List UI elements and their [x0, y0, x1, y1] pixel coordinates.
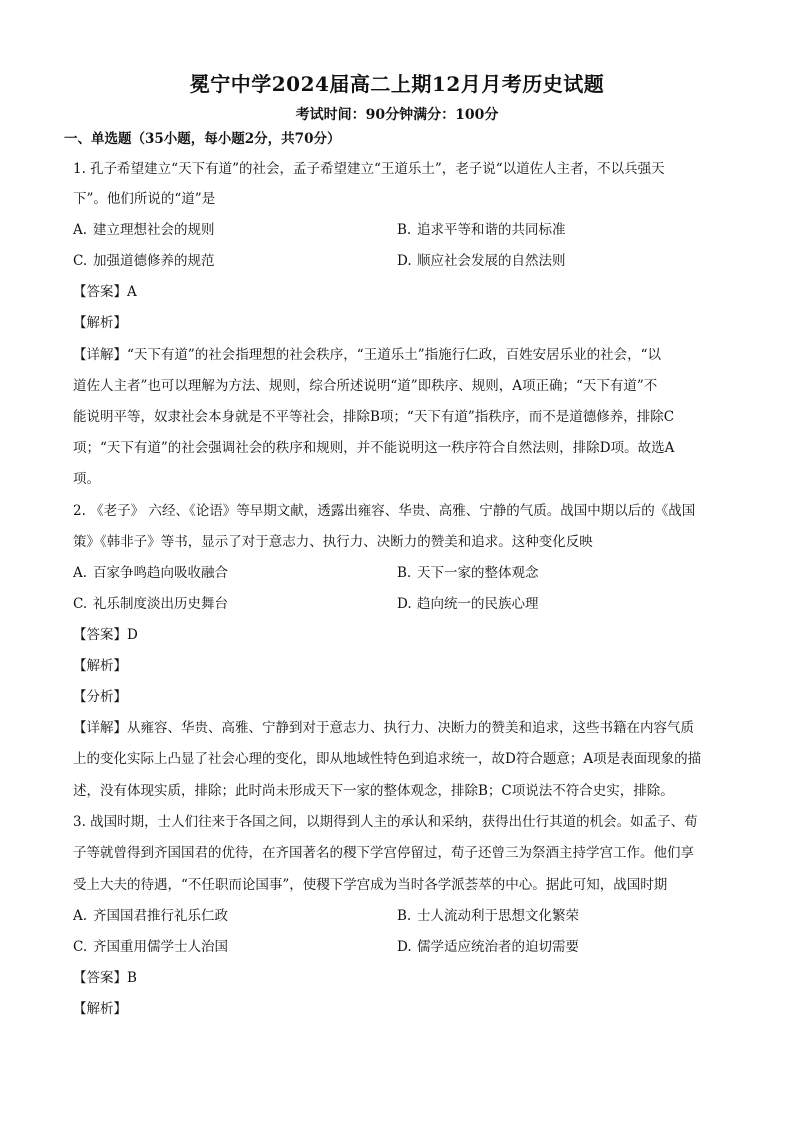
- q1-answer: 【答案】A: [73, 284, 137, 300]
- q1-option-c: C. 加强道德修养的规范: [73, 253, 215, 269]
- q1-detail-line: 项。: [73, 471, 100, 487]
- q1-option-a: A. 建立理想社会的规则: [73, 222, 215, 238]
- q1-detail-line: 【详解】“天下有道”的社会指理想的社会秩序，“王道乐土”指施行仁政，百姓安居乐业的社会，“以: [73, 347, 662, 363]
- q2-fenxi-label: 【分析】: [73, 689, 127, 705]
- q3-analysis-label: 【解析】: [73, 1001, 127, 1017]
- q3-option-d: D. 儒学适应统治者的迫切需要: [397, 939, 579, 955]
- q3-stem-line: 子等就曾得到齐国国君的优待，在齐国著名的稷下学宫停留过，荀子还曾三为祭酒主持学宫工作。他们享: [73, 845, 694, 861]
- q2-stem-line: 策》《韩非子》等书，显示了对于意志力、执行力、决断力的赞美和追求。这种变化反映: [73, 534, 593, 550]
- q2-stem-line: 2. 《老子》 六经、《论语》等早期文献，透露出雍容、华贵、高雅、宁静的气质。战国中期以后的《战国: [73, 503, 696, 519]
- q1-stem-line: 1. 孔子希望建立“天下有道”的社会，孟子希望建立“王道乐土”，老子说“以道佐人主者，不以兵强天: [73, 161, 665, 177]
- q3-option-b: B. 士人流动利于思想文化繁荣: [397, 908, 579, 924]
- q1-detail-line: 道佐人主者”也可以理解为方法、规则，综合所述说明“道”即秩序、规则，A项正确；“天下有道”不: [73, 378, 658, 394]
- q3-option-a: A. 齐国国君推行礼乐仁政: [73, 908, 228, 924]
- section-heading: 一、单选题（35小题，每小题2分，共70分）: [64, 131, 341, 147]
- q2-detail-line: 述，没有体现实质，排除；此时尚未形成天下一家的整体观念，排除B；C项说法不符合史实，排除。: [73, 783, 674, 799]
- q1-detail-line: 能说明平等，奴隶社会本身就是不平等社会，排除B项；“天下有道”指秩序，而不是道德修养，排除C: [73, 409, 675, 425]
- exam-time-info: 考试时间：90分钟满分：100分: [295, 107, 499, 123]
- q3-stem-line: 受上大夫的待遇，“不任职而论国事”，使稷下学宫成为当时各学派荟萃的中心。据此可知，战国时期: [73, 877, 668, 893]
- q2-option-d: D. 趋向统一的民族心理: [397, 596, 539, 612]
- q3-answer: 【答案】B: [73, 970, 137, 986]
- q1-option-b: B. 追求平等和谐的共同标准: [397, 222, 566, 238]
- q2-option-c: C. 礼乐制度淡出历史舞台: [73, 596, 228, 612]
- page-title: 冕宁中学2024届高二上期12月月考历史试题: [189, 72, 605, 96]
- q2-analysis-label: 【解析】: [73, 658, 127, 674]
- q2-option-b: B. 天下一家的整体观念: [397, 565, 539, 581]
- q3-stem-line: 3. 战国时期，士人们往来于各国之间，以期得到人主的承认和采纳，获得出仕行其道的机会。如孟子、荀: [73, 814, 698, 830]
- q3-option-c: C. 齐国重用儒学士人治国: [73, 939, 228, 955]
- q1-stem-line: 下”。他们所说的“道”是: [73, 191, 216, 207]
- q2-option-a: A. 百家争鸣趋向吸收融合: [73, 565, 228, 581]
- q1-analysis-label: 【解析】: [73, 315, 127, 331]
- q2-detail-line: 【详解】从雍容、华贵、高雅、宁静到对于意志力、执行力、决断力的赞美和追求，这些书籍在内容气质: [73, 720, 694, 736]
- q1-option-d: D. 顺应社会发展的自然法则: [397, 253, 566, 269]
- q2-answer: 【答案】D: [73, 627, 138, 643]
- q2-detail-line: 上的变化实际上凸显了社会心理的变化，即从地域性特色到追求统一，故D符合题意；A项是表面现象的描: [73, 751, 702, 767]
- q1-detail-line: 项；“天下有道”的社会强调社会的秩序和规则，并不能说明这一秩序符合自然法则，排除D项。故选A: [73, 440, 675, 456]
